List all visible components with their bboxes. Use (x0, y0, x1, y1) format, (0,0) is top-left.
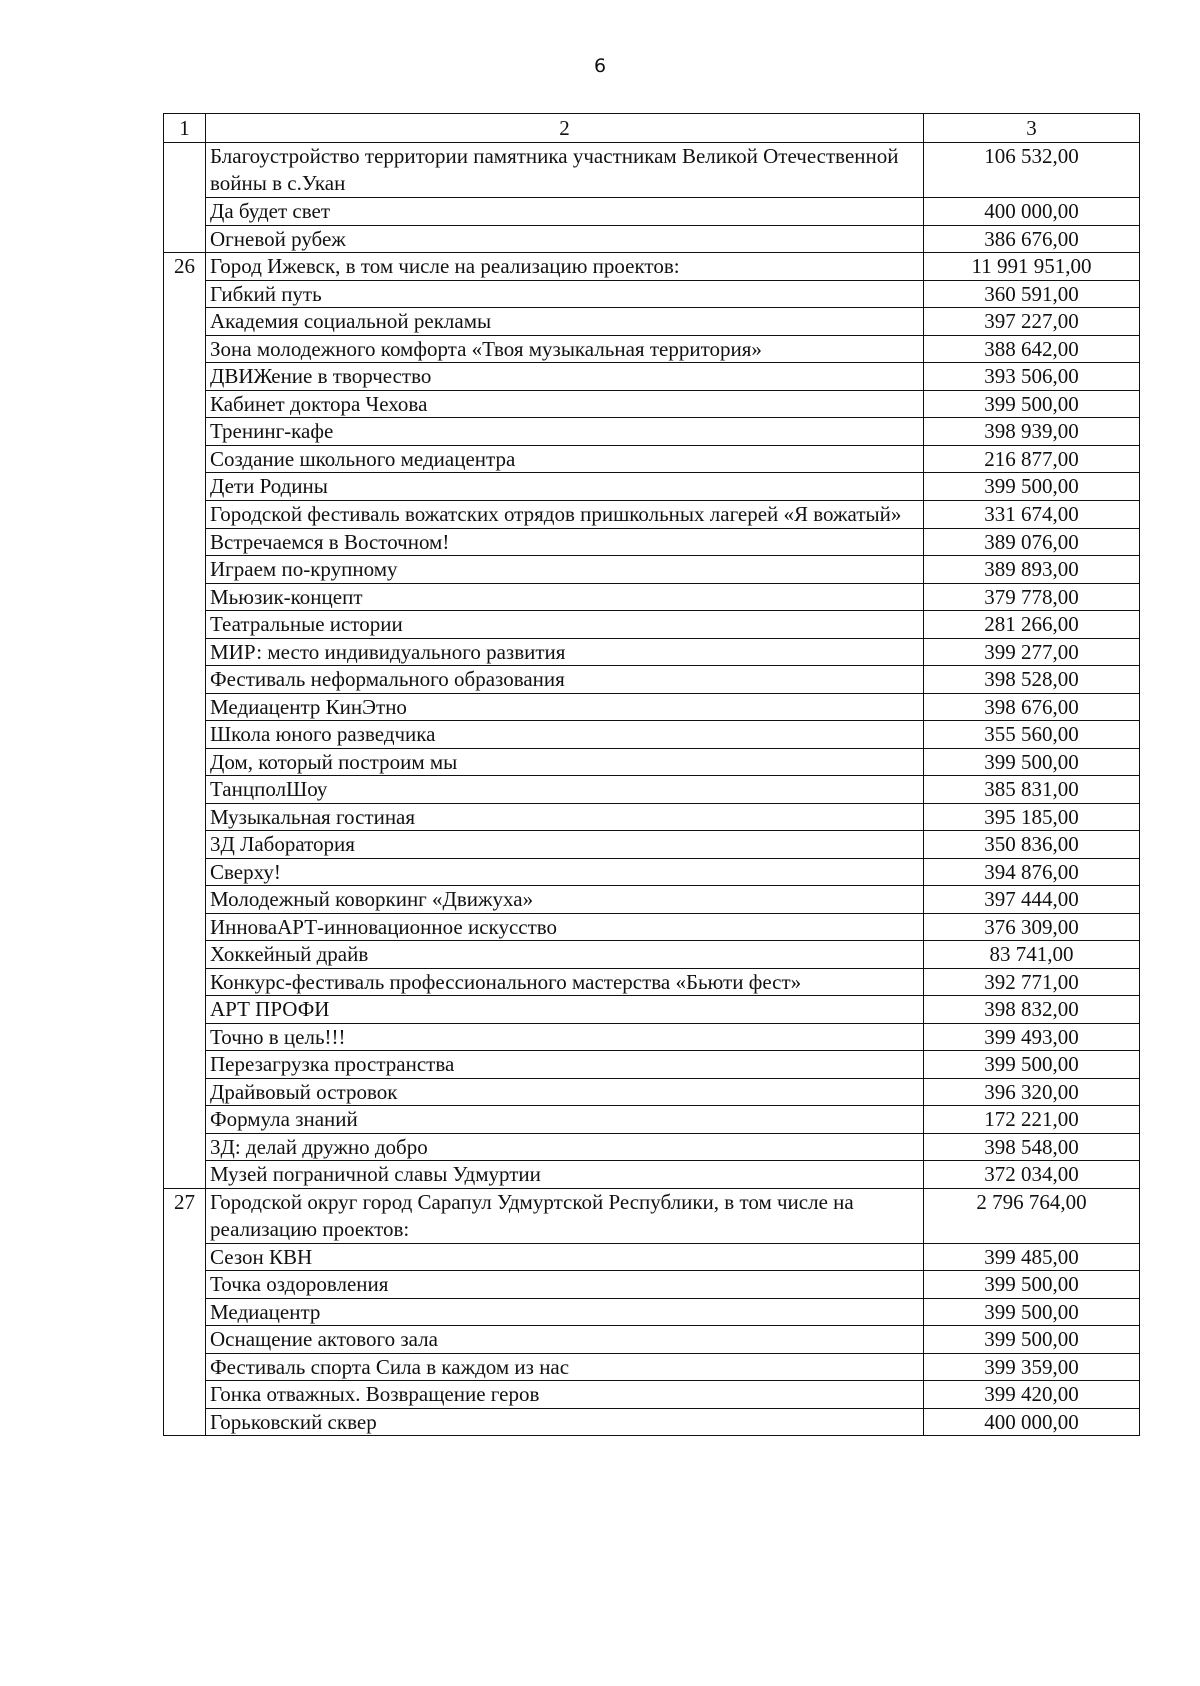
project-name: Хоккейный драйв (206, 941, 924, 969)
amount: 106 532,00 (924, 143, 1140, 198)
amount: 399 500,00 (924, 473, 1140, 501)
table-row (164, 143, 1140, 198)
amount: 172 221,00 (924, 1106, 1140, 1134)
project-name: ТанцполШоу (206, 776, 924, 804)
amount: 399 500,00 (924, 748, 1140, 776)
table-row (164, 886, 1140, 914)
table-row (164, 858, 1140, 886)
amount: 398 939,00 (924, 418, 1140, 446)
amount: 399 485,00 (924, 1243, 1140, 1271)
header-row (164, 114, 1140, 143)
amount: 399 420,00 (924, 1381, 1140, 1409)
table-row (164, 666, 1140, 694)
project-name: Горьковский сквер (206, 1408, 924, 1436)
table-row (164, 1106, 1140, 1134)
amount: 398 832,00 (924, 996, 1140, 1024)
projects-table (163, 113, 1140, 1436)
project-name: ДВИЖение в творчество (206, 363, 924, 391)
project-name: Кабинет доктора Чехова (206, 390, 924, 418)
table-row (164, 528, 1140, 556)
amount: 392 771,00 (924, 968, 1140, 996)
project-name: Медиацентр (206, 1298, 924, 1326)
amount: 398 548,00 (924, 1133, 1140, 1161)
project-name: Оснащение актового зала (206, 1326, 924, 1354)
project-name: Театральные истории (206, 611, 924, 639)
project-name: Гонка отважных. Возвращение геров (206, 1381, 924, 1409)
table-row (164, 1188, 1140, 1243)
table-row (164, 445, 1140, 473)
table-row (164, 1298, 1140, 1326)
amount: 385 831,00 (924, 776, 1140, 804)
project-name: Встречаемся в Восточном! (206, 528, 924, 556)
project-name: АРТ ПРОФИ (206, 996, 924, 1024)
amount: 399 500,00 (924, 1271, 1140, 1299)
header-col-2: 2 (206, 114, 924, 143)
table-row (164, 1078, 1140, 1106)
project-name: Сезон КВН (206, 1243, 924, 1271)
project-name: Городской округ город Сарапул Удмуртской Республики, в том числе на реализацию проектов: (206, 1188, 924, 1243)
project-name: 3Д Лаборатория (206, 831, 924, 859)
amount: 216 877,00 (924, 445, 1140, 473)
amount: 399 359,00 (924, 1353, 1140, 1381)
amount: 399 500,00 (924, 1298, 1140, 1326)
amount: 399 500,00 (924, 1326, 1140, 1354)
amount: 397 227,00 (924, 308, 1140, 336)
project-name: Играем по-крупному (206, 556, 924, 584)
table-row (164, 721, 1140, 749)
amount: 355 560,00 (924, 721, 1140, 749)
table-row (164, 225, 1140, 253)
amount: 331 674,00 (924, 500, 1140, 528)
table-row (164, 1271, 1140, 1299)
table-row (164, 1051, 1140, 1079)
amount: 400 000,00 (924, 1408, 1140, 1436)
amount: 83 741,00 (924, 941, 1140, 969)
table-row (164, 803, 1140, 831)
table-row (164, 583, 1140, 611)
page-number: 6 (593, 55, 607, 77)
project-name: Медиацентр КинЭтно (206, 693, 924, 721)
project-name: Точно в цель!!! (206, 1023, 924, 1051)
amount: 394 876,00 (924, 858, 1140, 886)
table-row (164, 280, 1140, 308)
amount: 400 000,00 (924, 198, 1140, 226)
table-row (164, 748, 1140, 776)
table-row (164, 1161, 1140, 1189)
table-row (164, 556, 1140, 584)
amount: 395 185,00 (924, 803, 1140, 831)
table-row (164, 308, 1140, 336)
table-row (164, 1133, 1140, 1161)
amount: 399 493,00 (924, 1023, 1140, 1051)
amount: 350 836,00 (924, 831, 1140, 859)
amount: 393 506,00 (924, 363, 1140, 391)
project-name: Школа юного разведчика (206, 721, 924, 749)
table-row (164, 1023, 1140, 1051)
amount: 399 500,00 (924, 390, 1140, 418)
amount: 376 309,00 (924, 913, 1140, 941)
table-row (164, 611, 1140, 639)
header-col-1: 1 (164, 114, 206, 143)
project-name: МИР: место индивидуального развития (206, 638, 924, 666)
project-name: Да будет свет (206, 198, 924, 226)
table-row (164, 390, 1140, 418)
table-row (164, 776, 1140, 804)
table-row (164, 253, 1140, 281)
amount: 372 034,00 (924, 1161, 1140, 1189)
table-row (164, 1243, 1140, 1271)
table-body (164, 114, 1140, 1436)
project-name: Точка оздоровления (206, 1271, 924, 1299)
amount: 399 500,00 (924, 1051, 1140, 1079)
table-row (164, 1326, 1140, 1354)
project-name: Музей пограничной славы Удмуртии (206, 1161, 924, 1189)
project-name: Фестиваль спорта Сила в каждом из нас (206, 1353, 924, 1381)
amount: 396 320,00 (924, 1078, 1140, 1106)
project-name: Зона молодежного комфорта «Твоя музыкальная территория» (206, 335, 924, 363)
table-row (164, 500, 1140, 528)
table-row (164, 418, 1140, 446)
project-name: ИнноваАРТ-инновационное искусство (206, 913, 924, 941)
project-name: Музыкальная гостиная (206, 803, 924, 831)
amount: 360 591,00 (924, 280, 1140, 308)
table-row (164, 363, 1140, 391)
table-row (164, 638, 1140, 666)
amount: 2 796 764,00 (924, 1188, 1140, 1243)
project-name: Конкурс-фестиваль профессионального мастерства «Бьюти фест» (206, 968, 924, 996)
amount: 386 676,00 (924, 225, 1140, 253)
header-col-3: 3 (924, 114, 1140, 143)
project-name: Фестиваль неформального образования (206, 666, 924, 694)
table-row (164, 1353, 1140, 1381)
project-name: Дом, который построим мы (206, 748, 924, 776)
project-name: Формула знаний (206, 1106, 924, 1134)
project-name: Создание школьного медиацентра (206, 445, 924, 473)
row-number (164, 143, 206, 253)
project-name: Сверху! (206, 858, 924, 886)
table-row (164, 1408, 1140, 1436)
project-name: 3Д: делай дружно добро (206, 1133, 924, 1161)
amount: 389 893,00 (924, 556, 1140, 584)
project-name: Академия социальной рекламы (206, 308, 924, 336)
project-name: Благоустройство территории памятника участникам Великой Отечественной войны в с.Укан (206, 143, 924, 198)
amount: 389 076,00 (924, 528, 1140, 556)
project-name: Тренинг-кафе (206, 418, 924, 446)
amount: 11 991 951,00 (924, 253, 1140, 281)
row-number: 26 (164, 253, 206, 1189)
table-row (164, 941, 1140, 969)
project-name: Город Ижевск, в том числе на реализацию проектов: (206, 253, 924, 281)
table-row (164, 335, 1140, 363)
project-name: Дети Родины (206, 473, 924, 501)
table-row (164, 968, 1140, 996)
table-row (164, 913, 1140, 941)
amount: 398 528,00 (924, 666, 1140, 694)
table-row (164, 831, 1140, 859)
table-row (164, 473, 1140, 501)
project-name: Мьюзик-концепт (206, 583, 924, 611)
amount: 398 676,00 (924, 693, 1140, 721)
row-number: 27 (164, 1188, 206, 1436)
project-name: Городской фестиваль вожатских отрядов пришкольных лагерей «Я вожатый» (206, 500, 924, 528)
table-row (164, 996, 1140, 1024)
amount: 399 277,00 (924, 638, 1140, 666)
table-row (164, 198, 1140, 226)
project-name: Гибкий путь (206, 280, 924, 308)
project-name: Перезагрузка пространства (206, 1051, 924, 1079)
amount: 388 642,00 (924, 335, 1140, 363)
table-row (164, 693, 1140, 721)
table-row (164, 1381, 1140, 1409)
amount: 281 266,00 (924, 611, 1140, 639)
amount: 397 444,00 (924, 886, 1140, 914)
project-name: Драйвовый островок (206, 1078, 924, 1106)
project-name: Огневой рубеж (206, 225, 924, 253)
project-name: Молодежный коворкинг «Движуха» (206, 886, 924, 914)
amount: 379 778,00 (924, 583, 1140, 611)
